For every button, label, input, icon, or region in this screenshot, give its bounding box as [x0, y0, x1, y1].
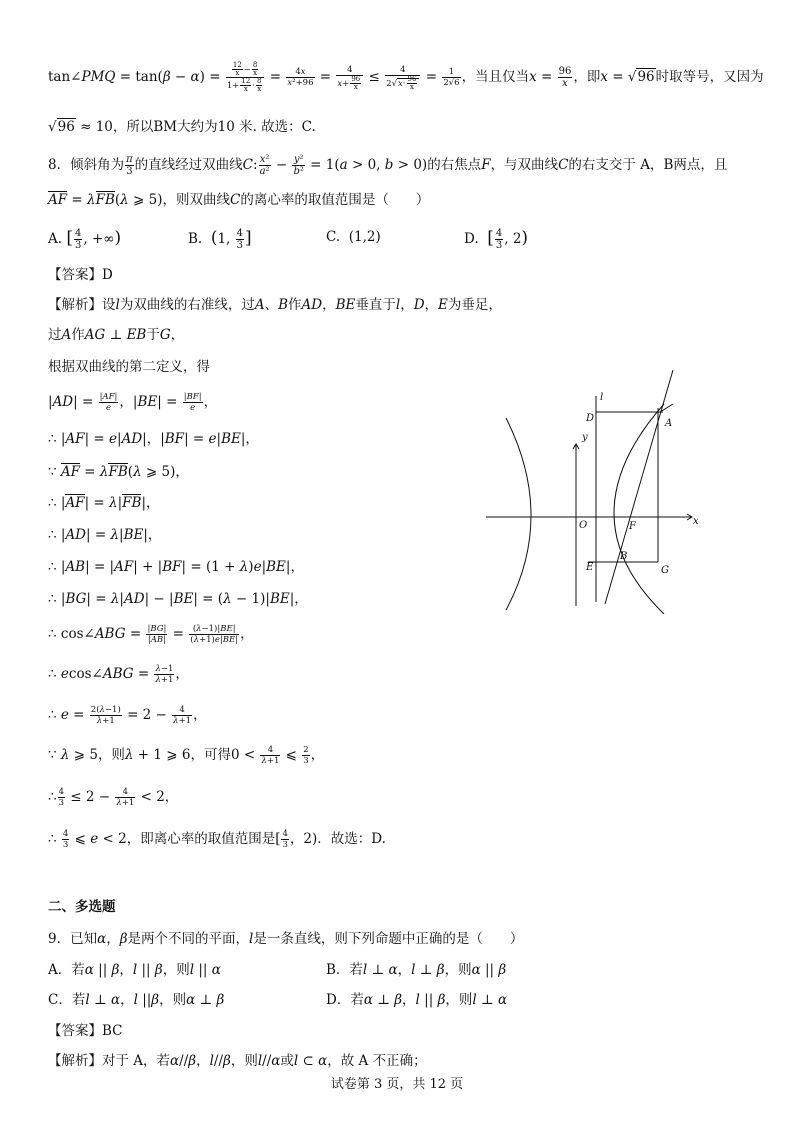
label-b: B	[620, 551, 628, 562]
q9-option-b[interactable]: B．若l ⊥ α，l ⊥ β，则α || β	[326, 962, 507, 978]
label-a: A	[665, 418, 673, 429]
label-f: F	[629, 521, 636, 532]
q8-analysis-3: 根据双曲线的第二定义，得	[48, 359, 210, 375]
q8-option-a[interactable]: A. [ $\frac{4}{3}$ , +∞)	[48, 228, 122, 251]
q9-option-d[interactable]: D．若α ⊥ β，l || β，则l ⊥ α	[326, 992, 508, 1008]
q9-option-c[interactable]: C．若l ⊥ α，l ||β，则α ⊥ β	[48, 992, 225, 1008]
hyperbola-right-branch	[614, 404, 664, 614]
step-ecos: ∴ ecos∠ABG = $\frac{\lambda-1}{\lambda+1}$ ，	[48, 664, 189, 685]
step-e: ∴ e = $\frac{2(\lambda-1)}{\lambda+1}$ = 2 − $\frac{4}{\lambda+1}$ ，	[48, 705, 207, 726]
q8-option-b[interactable]: B. (1, $\frac{4}{3}$ ]	[188, 228, 252, 251]
tan-formula-line: tan∠PMQ = tan(β − α) = $\frac{12}{x}$ − $\frac{8}{x}$ 1+ $\frac{12}{x}$ · $\frac{8}{x}$ = $\frac{4x}{\text{x²+96}}$ = 4 x+ $\frac{96}{x}$ ≤ 4 2√x· $\frac{96}{x}$ = $\frac{1}{2√6}$ ，当且仅当x = $\frac{96}{x}$ ，即x = √96时取等号，又因为	[48, 61, 764, 93]
label-l: l	[600, 392, 604, 403]
hyperbola-figure	[484, 366, 704, 616]
label-o: O	[579, 520, 588, 531]
q8-stem-line2: AF = λFB(λ ⩾ 5)，则双曲线C的离心率的取值范围是（ ）	[48, 192, 430, 208]
q9-stem: 9．已知α，β是两个不同的平面，l是一条直线，则下列命题中正确的是（ ）	[48, 931, 524, 947]
q8-analysis-1: 【解析】设l为双曲线的右准线，过A、B作AD，BE垂直于l，D，E为垂足，	[48, 297, 502, 313]
label-y: y	[582, 432, 588, 443]
step-ab: ∴ |AB| = |AF| + |BF| = (1 + λ)e|BE|，	[48, 559, 304, 575]
step-bg: ∴ |BG| = λ|AD| − |BE| = (λ − 1)|BE|，	[48, 591, 308, 607]
q8-option-c[interactable]: C. (1,2)	[326, 229, 381, 245]
q9-answer: 【答案】BC	[48, 1023, 123, 1039]
tan-line-text: ，当且仅当	[461, 69, 530, 85]
q9-analysis: 【解析】对于 A，若α//β，l//β，则l//α或l ⊂ α，故 A 不正确；	[48, 1053, 427, 1069]
q9-option-a[interactable]: A．若α || β，l || β，则l || α	[48, 962, 221, 978]
q8-answer: 【答案】D	[48, 267, 113, 283]
label-e: E	[586, 562, 594, 573]
label-x: x	[693, 516, 699, 527]
step-af-bf: ∴ |AF| = e|AD|，|BF| = e|BE|，	[48, 431, 259, 447]
step-cos: ∴ cos∠ABG = $\frac{|BG|}{|AB|}$ = $\frac{(\lambda-1)|BE|}{(\lambda+1)e|BE|}$ ，	[48, 624, 254, 645]
q8-stem-line1: 8．倾斜角为 $\frac{\pi}{3}$ 的直线经过双曲线C: $\frac{\text{x²}}{\text{a²}}$ − $\frac{\text{y²}}{\text{b²}}$ = 1(a > 0, b > 0)的右焦点F，与双曲线C的右支交于 A，B两点，且	[48, 154, 728, 177]
label-g: G	[661, 565, 669, 576]
hyperbola-left-branch	[506, 418, 531, 610]
section-title: 二、多选题	[48, 899, 116, 915]
step-lambda: ∵ λ ⩾ 5，则λ + 1 ⩾ 6，可得0 < $\frac{4}{\lambda+1}$ ⩽ $\frac{2}{3}$ ，	[48, 745, 325, 766]
tan-line-text2: 时取等号，又因为	[655, 69, 764, 85]
step-range: ∴ $\frac{4}{3}$ ≤ 2 − $\frac{4}{\lambda+1}$ < 2，	[48, 787, 179, 808]
prev-conclusion: ，所以BM大约为10 米. 故选：C.	[112, 119, 316, 135]
q8-option-d[interactable]: D. [ $\frac{4}{3}$ , 2)	[464, 228, 529, 251]
step-vector: ∵ AF = λFB(λ ⩾ 5)，	[48, 464, 189, 480]
step-ad-be: |AD| = $\frac{|AF|}{e}$ ，|BE| = $\frac{|BF|}{e}$ ，	[48, 392, 218, 413]
q8-number: 8．	[48, 157, 71, 173]
q8-analysis-2: 过A作AG ⊥ EB于G，	[48, 327, 185, 343]
step-ad-lambda: ∴ |AD| = λ|BE|，	[48, 527, 162, 543]
page-footer: 试卷第 3 页，共 12 页	[330, 1077, 464, 1092]
label-d: D	[586, 413, 595, 424]
prev-conclusion-line: √96 ≈ 10，所以BM大约为10 米. 故选：C.	[48, 119, 316, 135]
step-final: ∴ $\frac{4}{3}$ ⩽ e < 2，即离心率的取值范围是[ $\frac{4}{3}$ ，2)．故选：D.	[48, 829, 386, 850]
step-abs-vector: ∴ |AF| = λ|FB|，	[48, 495, 160, 511]
